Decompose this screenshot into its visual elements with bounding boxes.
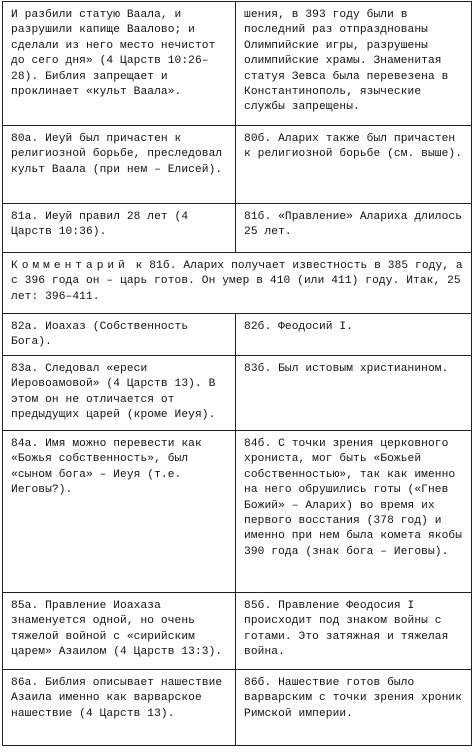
left-cell xyxy=(3,204,236,253)
cell-text: 82а. Иоахаз (Собственность Бога). xyxy=(11,321,189,349)
left-cell xyxy=(3,593,236,670)
right-cell xyxy=(236,204,472,253)
table-row xyxy=(3,126,472,204)
table-row xyxy=(3,670,472,746)
table-row xyxy=(3,593,472,670)
table-row xyxy=(3,431,472,593)
cell-text: 84а. Имя можно перевести как «Божья собственность», был «сыном бога» – Иеуя (т.е. Иеговы?). xyxy=(11,438,202,497)
cell-text: 80б. Аларих также был причастен к религиозной борьбе (см. выше). xyxy=(244,133,463,161)
cell-text: 86б. Нашествие готов было варварским с точки зрения хроник Римской империи. xyxy=(244,677,463,720)
right-cell xyxy=(236,593,472,670)
table-row xyxy=(3,253,472,314)
right-cell xyxy=(236,126,472,204)
commentary-label: Комментарий xyxy=(11,260,129,272)
cell-text: шения, в 393 году были в последний раз отпразднованы Олимпийские игры, разрушены олимпийские храмы. Знаменитая статуя Зевса была перевезена в Константинополь, языческие службы запрещены. xyxy=(244,9,449,114)
right-cell xyxy=(236,2,472,126)
table-row xyxy=(3,356,472,431)
left-cell xyxy=(3,356,236,431)
left-cell xyxy=(3,314,236,356)
table-row xyxy=(3,204,472,253)
comparison-table xyxy=(2,1,472,746)
cell-text: 81б. «Правление» Алариха длилось 25 лет. xyxy=(244,211,463,239)
table-row xyxy=(3,2,472,126)
left-cell xyxy=(3,670,236,746)
cell-text: 83а. Следовал «ереси Иеровоамовой» (4 Царств 13). В этом он не отличается от предыдущих царей (кроме Иеуя). xyxy=(11,363,216,422)
right-cell xyxy=(236,670,472,746)
right-cell xyxy=(236,314,472,356)
right-cell xyxy=(236,356,472,431)
commentary-cell xyxy=(3,253,472,314)
left-cell xyxy=(3,2,236,126)
commentary-text: к 81б. Аларих получает известность в 385 году, а с 396 года он – царь готов. Он умер в 410 (или 411) году. Итак, 25 лет: 396–411. xyxy=(11,260,463,303)
cell-text: 80а. Иеуй был причастен к религиозной борьбе, преследовал культ Ваала (при нем – Елисей). xyxy=(11,133,223,176)
table-row xyxy=(3,314,472,356)
cell-text: 85б. Правление Феодосия I происходит под знаком войны с готами. Это затяжная и тяжелая война. xyxy=(244,600,449,659)
right-cell xyxy=(236,431,472,593)
cell-text: 83б. Был истовым христианином. xyxy=(244,363,449,375)
cell-text: 85а. Правление Иоахаза знаменуется одной, но очень тяжелой войной с «сирийским царем» Азаилом (4 Царств 13:3). xyxy=(11,600,223,659)
left-cell xyxy=(3,431,236,593)
cell-text: 86а. Библия описывает нашествие Азаила именно как варварское нашествие (4 Царств 13). xyxy=(11,677,223,720)
cell-text: И разбили статую Ваала, и разрушили капище Ваалово; и сделали из него место нечистот до сего дня» (4 Царств 10:26–28). Библия запрещает и проклинает «культ Ваала». xyxy=(11,9,216,99)
cell-text: 81а. Иеуй правил 28 лет (4 Царств 10:36). xyxy=(11,211,189,239)
left-cell xyxy=(3,126,236,204)
cell-text: 82б. Феодосий I. xyxy=(244,321,354,333)
cell-text: 84б. С точки зрения церковного хрониста, мог быть «Божьей собственностью», так как именно на него обрушились готы («Гнев Божий» – Аларих) во время их первого восстания (378 год) и именно при нем была комета якобы 390 года (знак бога – Иеговы). xyxy=(244,438,463,558)
